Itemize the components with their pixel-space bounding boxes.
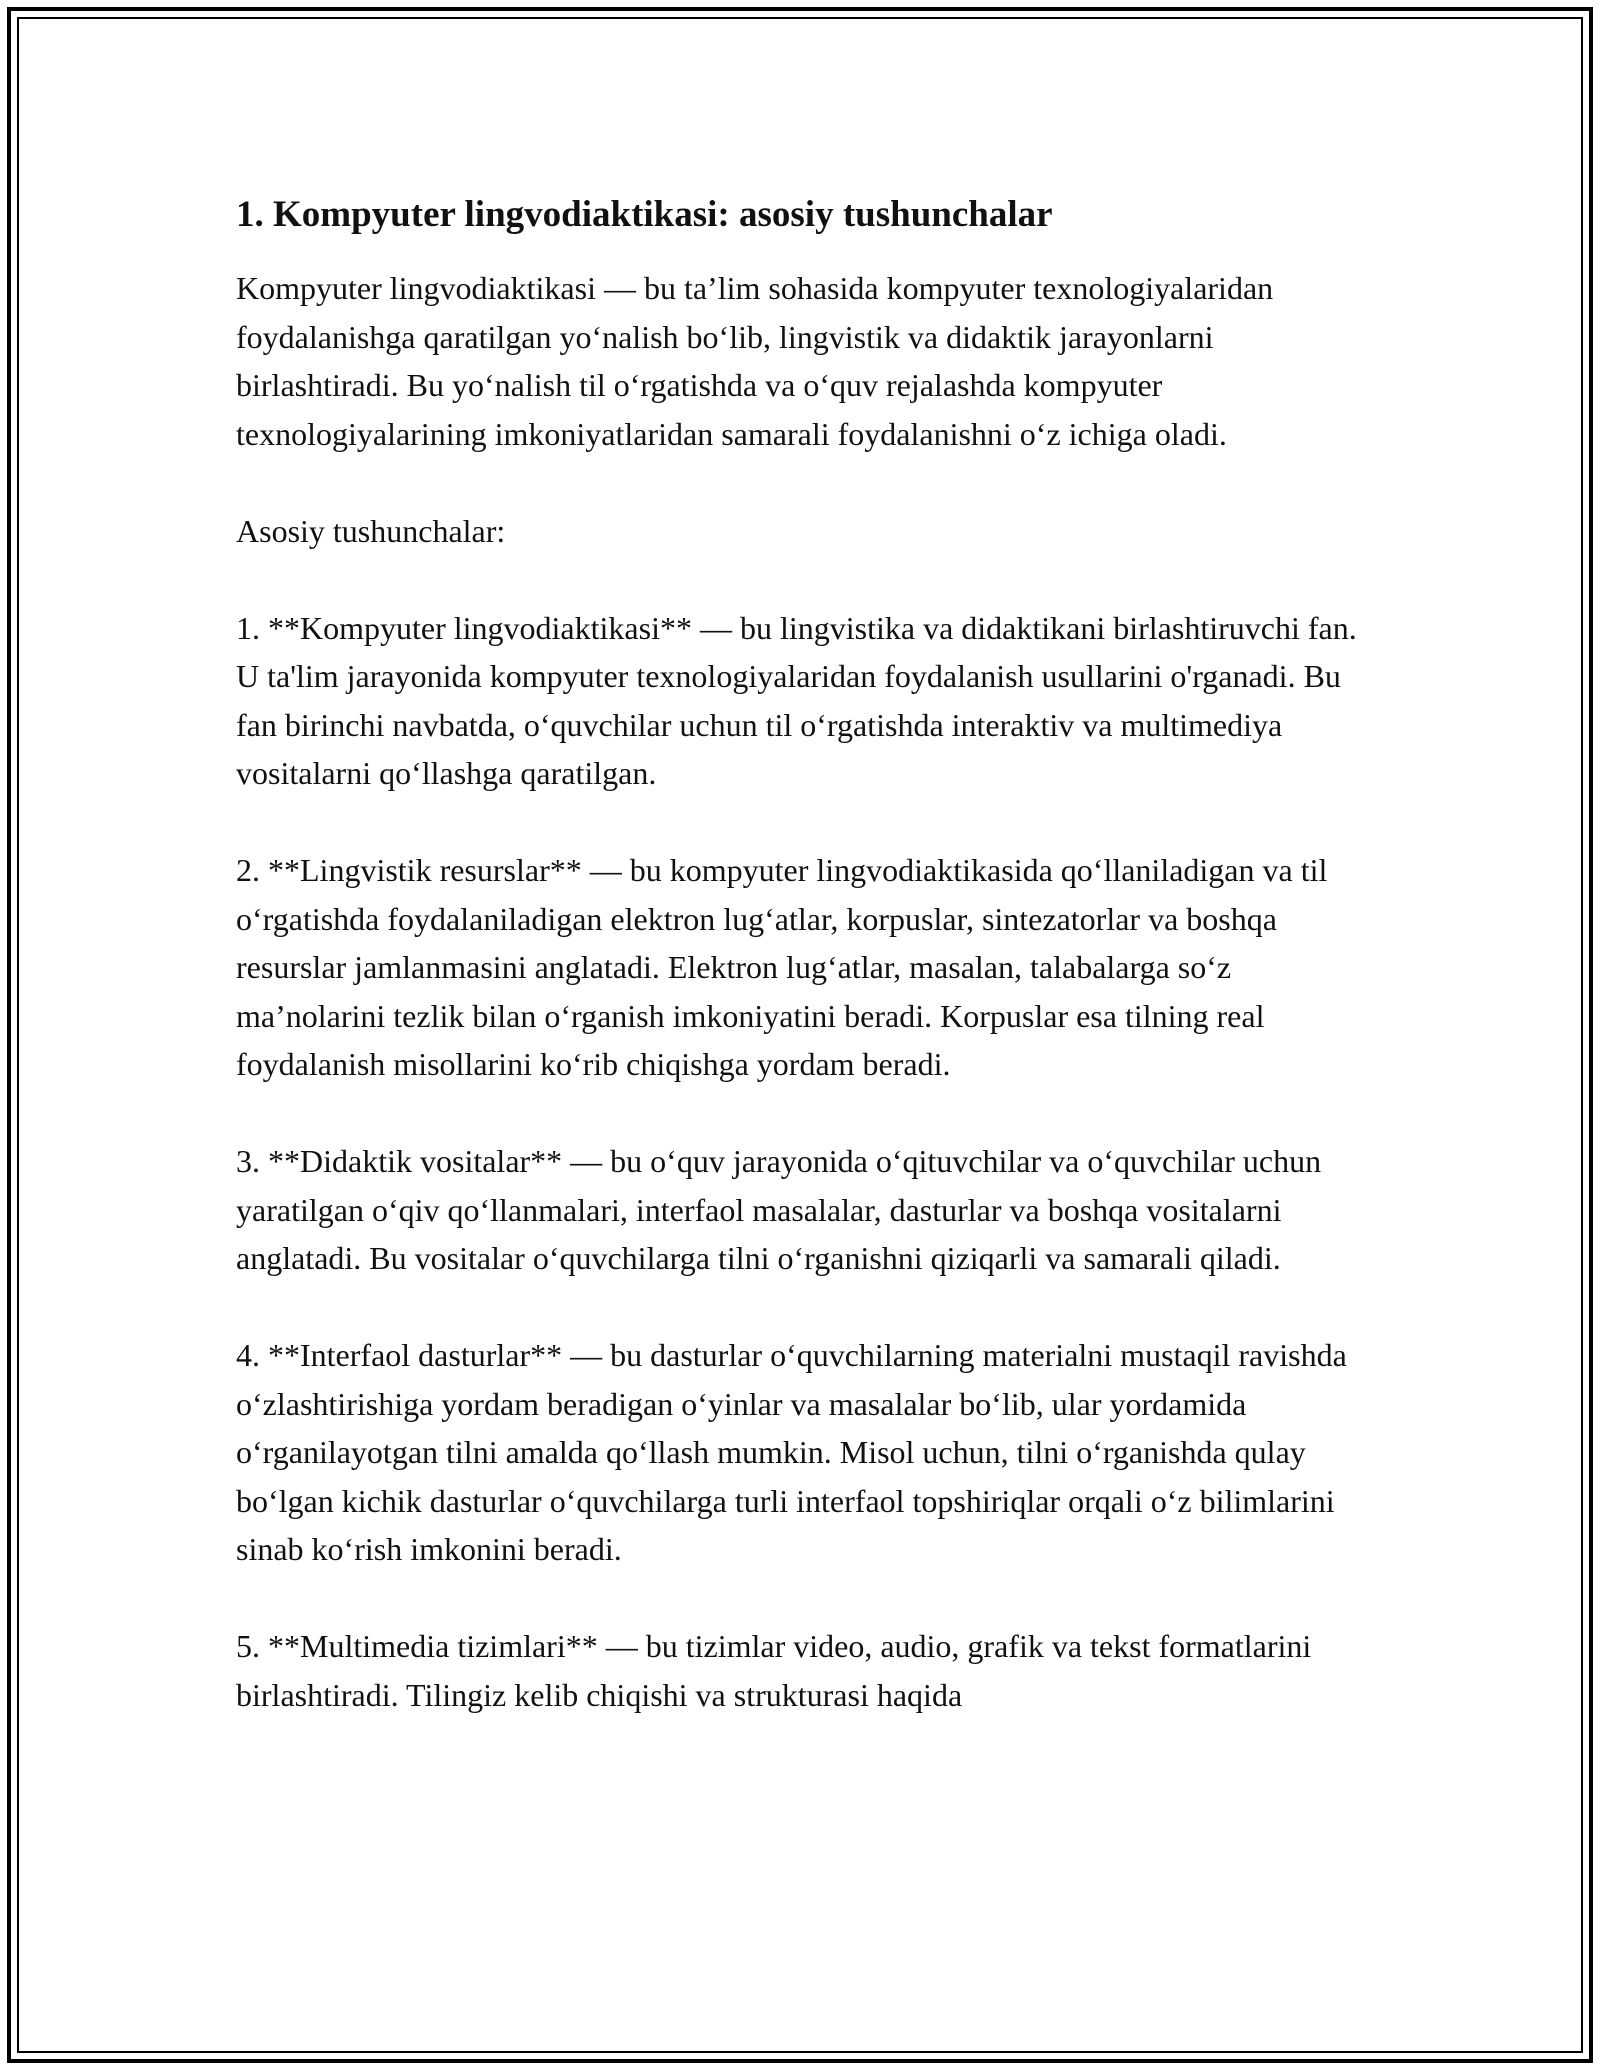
concepts-label: Asosiy tushunchalar: bbox=[236, 512, 506, 549]
concept-item-1: 1. **Kompyuter lingvodiaktikasi** — bu lingvistika va didaktikani birlashtiruvchi fan. U ta'lim jarayonida kompyuter texnologiyalaridan foydalanish usullarini o'rganadi. Bu fan birinchi navbatda, oʻquvchilar uchun til oʻrgatishda interaktiv va multimediya vositalarni qoʻllashga qaratilgan. bbox=[236, 609, 1357, 791]
concept-item-2: 2. **Lingvistik resurslar** — bu kompyuter lingvodiaktikasida qoʻllaniladigan va til oʻrgatishda foydalaniladigan elektron lugʻatlar, korpuslar, sintezatorlar va boshqa resurslar jamlanmasini anglatadi. Elektron lugʻatlar, masalan, talabalarga soʻz ma’nolarini tezlik bilan oʻrganish imkoniyatini beradi. Korpuslar esa tilning real foydalanish misollarini koʻrib chiqishga yordam beradi. bbox=[236, 852, 1328, 1082]
document-body bbox=[236, 190, 1366, 1768]
concept-item-4: 4. **Interfaol dasturlar** — bu dasturlar oʻquvchilarning materialni mustaqil ravishda oʻzlashtirishiga yordam beradigan oʻyinlar va masalalar boʻlib, ular yordamida oʻrganilayotgan tilni amalda qoʻllash mumkin. Misol uchun, tilni oʻrganishda qulay boʻlgan kichik dasturlar oʻquvchilarga turli interfaol topshiriqlar orqali oʻz bilimlarini sinab koʻrish imkonini beradi. bbox=[236, 1337, 1347, 1567]
intro-paragraph: Kompyuter lingvodiaktikasi — bu ta’lim sohasida kompyuter texnologiyalaridan foydalanishga qaratilgan yoʻnalish boʻlib, lingvistik va didaktik jarayonlarni birlashtiradi. Bu yoʻnalish til oʻrgatishda va oʻquv rejalashda kompyuter texnologiyalarining imkoniyatlaridan samarali foydalanishni oʻz ichiga oladi. bbox=[236, 270, 1274, 452]
concept-item-5: 5. **Multimedia tizimlari** — bu tizimlar video, audio, grafik va tekst formatlarini birlashtiradi. Tilingiz kelib chiqishi va strukturasi haqida bbox=[236, 1628, 1312, 1713]
concept-item-3: 3. **Didaktik vositalar** — bu oʻquv jarayonida oʻqituvchilar va oʻquvchilar uchun yaratilgan oʻqiv qoʻllanmalari, interfaol masalalar, dasturlar va boshqa vositalarni anglatadi. Bu vositalar oʻquvchilarga tilni oʻrganishni qiziqarli va samarali qiladi. bbox=[236, 1143, 1322, 1276]
section-heading: 1. Kompyuter lingvodiaktikasi: asosiy tushunchalar bbox=[236, 194, 1053, 235]
